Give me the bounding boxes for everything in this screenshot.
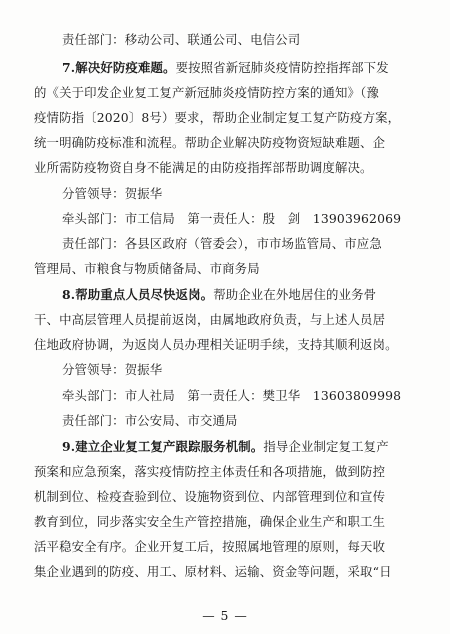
section-text: 帮助企业在外地居住的业务骨 <box>213 287 377 302</box>
body-text-line: 统一明确防疫标准和流程。帮助企业解决防疫物资短缺难题、企 <box>34 135 386 150</box>
section-text: 指导企业制定复工复产 <box>263 439 389 454</box>
body-text-line: 住地政府协调，为返岗人员办理相关证明手续，支持其顺利返岗。 <box>34 337 398 352</box>
body-text-line: 分管领导：贺振华 <box>62 186 163 201</box>
section-heading-line <box>62 439 389 455</box>
section-heading: 9.建立企业复工复产跟踪服务机制。 <box>62 439 264 454</box>
section-text: 要按照省新冠肺炎疫情防控指挥部下发 <box>175 60 389 75</box>
body-text-line: 干、中高层管理人员提前返岗，由属地政府负责，与上述人员居 <box>34 312 386 327</box>
section-heading-line <box>62 60 389 76</box>
body-text-line: 责任部门：各县区政府（管委会），市市场监管局、市应急 <box>62 236 382 251</box>
body-text-line: 管理局、市粮食与物质储备局、市商务局 <box>34 261 260 276</box>
body-text-line: 分管领导：贺振华 <box>62 362 163 377</box>
body-text-line: 预案和应急预案，落实疫情防控主体责任和各项措施，做到防控 <box>34 464 386 479</box>
body-text-line: 牵头部门：市人社局 第一责任人：樊卫华 13603809998 <box>62 388 402 403</box>
body-text-line: 责任部门：市公安局、市交通局 <box>62 413 238 428</box>
body-text-line: 的《关于印发企业复工复产新冠肺炎疫情防控方案的通知》（豫 <box>34 85 379 100</box>
body-text-line: 机制到位、检疫查验到位、设施物资到位、内部管理到位和宣传 <box>34 489 386 504</box>
body-text-line: 集企业遇到的防疫、用工、原材料、运输、资金等问题，采取“日 <box>34 564 392 579</box>
body-text-line: 活平稳安全有序。企业开复工后，按照属地管理的原则，每天收 <box>34 539 386 554</box>
body-text-line: 疫情防指〔2020〕8号）要求，帮助企业制定复工复产防疫方案， <box>34 110 401 125</box>
body-text-line: 教育到位，同步落实安全生产管控措施，确保企业生产和职工生 <box>34 514 386 529</box>
section-heading: 7.解决好防疫难题。 <box>62 60 176 75</box>
body-text-line: 牵头部门：市工信局 第一责任人：殷 剑 13903962069 <box>62 211 402 226</box>
body-text-line: 业所需防疫物资自身不能满足的由防疫指挥部帮助调度解决。 <box>34 160 373 175</box>
section-heading: 8.帮助重点人员尽快返岗。 <box>62 287 214 302</box>
section-heading-line <box>62 287 376 303</box>
page-number: — 5 — <box>202 608 248 623</box>
body-text-line: 责任部门：移动公司、联通公司、电信公司 <box>62 32 301 47</box>
